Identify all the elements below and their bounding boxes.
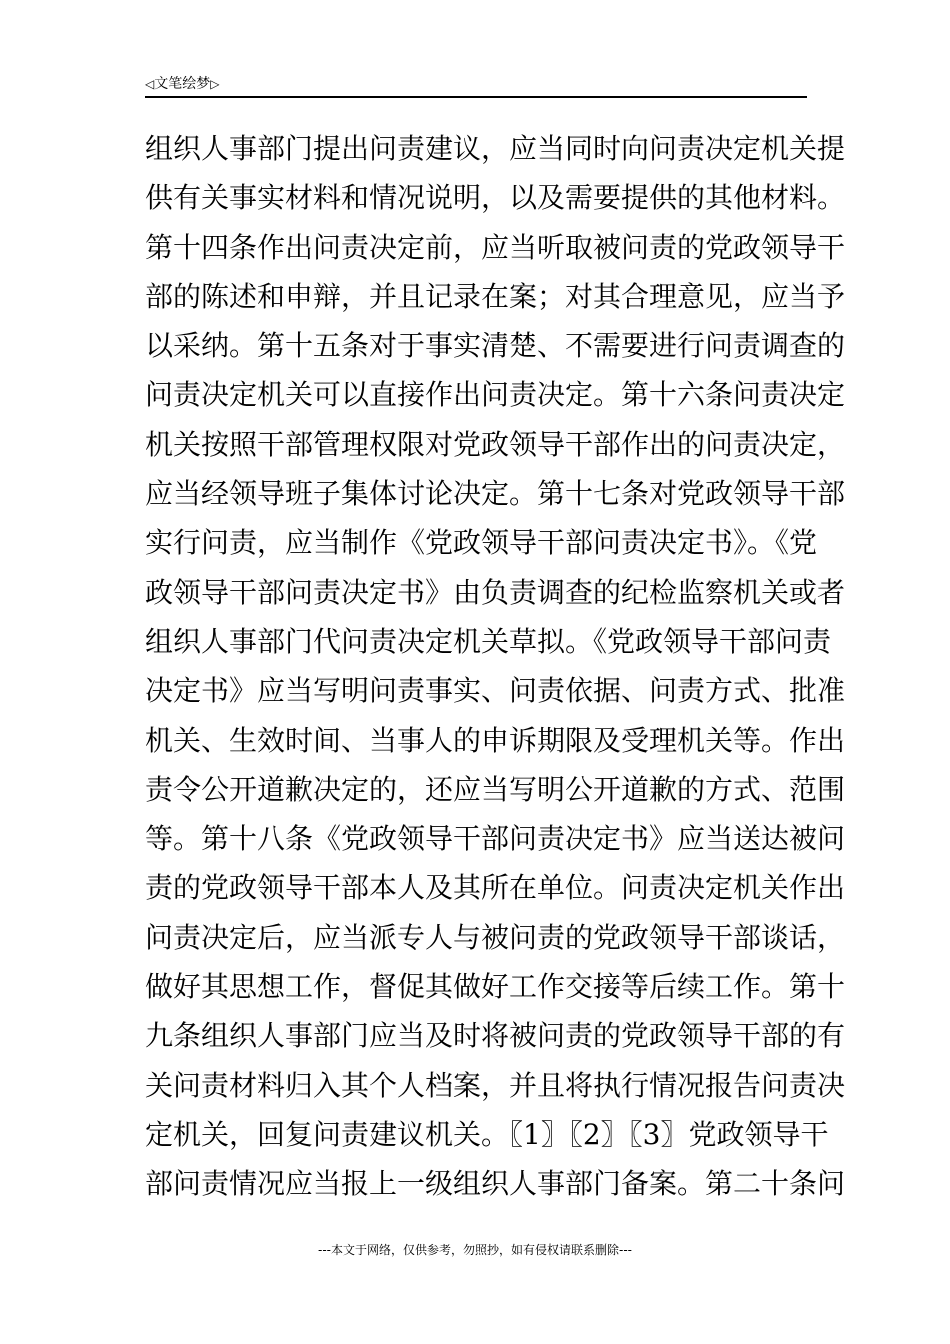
header-title: 文笔绘梦: [154, 76, 211, 92]
body-line: 供有关事实材料和情况说明，以及需要提供的其他材料。: [145, 181, 846, 215]
body-line: 问责决定后，应当派专人与被问责的党政领导干部谈话，: [145, 920, 846, 954]
body-line: 第十四条作出问责决定前，应当听取被问责的党政领导干: [145, 230, 846, 264]
page-footer-notice: ---本文于网络，仅供参考，勿照抄，如有侵权请联系删除---: [318, 1243, 632, 1257]
page-header: [145, 74, 807, 98]
body-line: 做好其思想工作，督促其做好工作交接等后续工作。第十: [145, 970, 846, 1004]
right-triangle-icon: ▷: [210, 77, 220, 91]
body-line: 机关按照干部管理权限对党政领导干部作出的问责决定，: [145, 427, 846, 461]
body-line: 组织人事部门代问责决定机关草拟。《党政领导干部问责: [145, 624, 832, 658]
body-line: 责的党政领导干部本人及其所在单位。问责决定机关作出: [145, 871, 846, 905]
document-body: [145, 124, 846, 1209]
body-line: 问责决定机关可以直接作出问责决定。第十六条问责决定: [145, 378, 846, 412]
body-line: 等。第十八条《党政领导干部问责决定书》应当送达被问: [145, 822, 846, 856]
body-line: 责令公开道歉决定的，还应当写明公开道歉的方式、范围: [145, 772, 846, 806]
body-line: 实行问责，应当制作《党政领导干部问责决定书》。《党: [145, 526, 818, 560]
body-line: 以采纳。第十五条对于事实清楚、不需要进行问责调查的: [145, 329, 846, 363]
body-line: 决定书》应当写明问责事实、问责依据、问责方式、批准: [145, 674, 846, 708]
header-title-group: [145, 74, 219, 94]
body-line: 定机关，回复问责建议机关。〖1〗〖2〗〖3〗党政领导干: [145, 1117, 829, 1151]
body-line: 机关、生效时间、当事人的申诉期限及受理机关等。作出: [145, 723, 846, 757]
body-line: 部问责情况应当报上一级组织人事部门备案。第二十条问: [145, 1167, 846, 1201]
left-triangle-icon: ◁: [145, 77, 155, 91]
body-line: 应当经领导班子集体讨论决定。第十七条对党政领导干部: [145, 477, 846, 511]
body-line: 组织人事部门提出问责建议，应当同时向问责决定机关提: [145, 132, 846, 165]
body-line: 政领导干部问责决定书》由负责调查的纪检监察机关或者: [145, 575, 846, 609]
body-line: 关问责材料归入其个人档案，并且将执行情况报告问责决: [145, 1068, 846, 1102]
body-line: 部的陈述和申辩，并且记录在案；对其合理意见，应当予: [145, 279, 846, 313]
body-line: 九条组织人事部门应当及时将被问责的党政领导干部的有: [145, 1019, 846, 1053]
